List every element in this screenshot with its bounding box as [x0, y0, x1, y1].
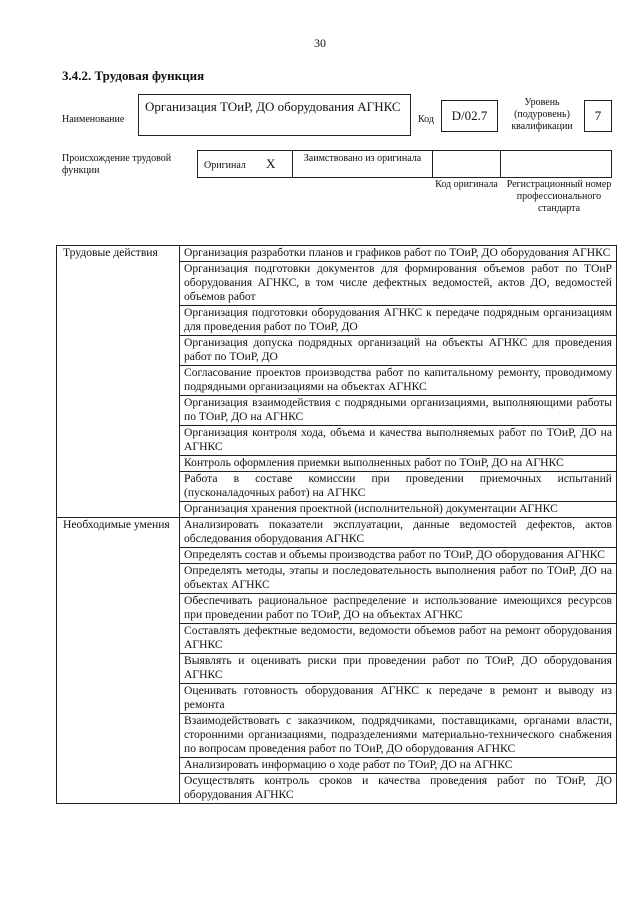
name-label: Наименование	[62, 114, 125, 125]
table-cell: Осуществлять контроль сроков и качества проведения работ по ТОиР, ДО оборудования АГНКС	[180, 774, 617, 804]
level-value: 7	[594, 108, 602, 123]
section-title: 3.4.2. Трудовая функция	[62, 68, 205, 83]
table-cell: Контроль оформления приемки выполненных работ по ТОиР, ДО на АГНКС	[180, 456, 617, 472]
table-cell: Организация разработки планов и графиков работ по ТОиР, ДО оборудования АГНКС	[180, 246, 617, 262]
table-cell: Анализировать информацию о ходе работ по ТОиР, ДО на АГНКС	[180, 758, 617, 774]
borrowed-cell	[292, 150, 433, 178]
table-cell: Организация подготовки оборудования АГНКС к передаче подрядным организациям для проведения работ по ТОиР, ДО	[180, 306, 617, 336]
table-row	[57, 246, 617, 262]
table-row	[57, 518, 617, 548]
code-value-box	[441, 100, 498, 132]
table-cell: Анализировать показатели эксплуатации, данные ведомостей дефектов, актов обследования оборудования АГНКС	[180, 518, 617, 548]
table-cell: Определять состав и объемы производства работ по ТОиР, ДО оборудования АГНКС	[180, 548, 617, 564]
table-cell: Организация допуска подрядных организаций на объекты АГНКС для проведения работ по ТОиР, ДО	[180, 336, 617, 366]
original-cell	[197, 150, 293, 178]
table-cell: Организация хранения проектной (исполнительной) документации АГНКС	[180, 502, 617, 518]
table-cell: Определять методы, этапы и последовательность выполнения работ по ТОиР, ДО на объектах АГНКС	[180, 564, 617, 594]
table-cell: Работа в составе комиссии при проведении приемочных испытаний (пусконаладочных работ) на АГНКС	[180, 472, 617, 502]
name-value-box	[138, 94, 411, 136]
code-value: D/02.7	[451, 108, 488, 123]
table-cell: Оценивать готовность оборудования АГНКС к передаче в ремонт и выводу из ремонта	[180, 684, 617, 714]
page-number: 30	[314, 36, 326, 50]
table-cell: Взаимодействовать с заказчиком, подрядчиками, поставщиками, органами власти, сторонними организациями, подразделениями материально-технического снабжения по вопросам проведения работ по ТОиР, ДО оборудования АГНКС	[180, 714, 617, 758]
origin-label: Происхождение трудовой функции	[62, 153, 172, 176]
code-label: Код	[418, 114, 434, 125]
table-cell: Обеспечивать рациональное распределение и использование имеющихся ресурсов при проведении работ по ТОиР, ДО на объектах АГНКС	[180, 594, 617, 624]
section-category: Необходимые умения	[57, 518, 180, 804]
reg-number-cell	[500, 150, 612, 178]
table-cell: Составлять дефектные ведомости, ведомости объемов работ на ремонт оборудования АГНКС	[180, 624, 617, 654]
table-cell: Согласование проектов производства работ по капитальному ремонту, проводимому подрядными организациями на объектах АГНКС	[180, 366, 617, 396]
code-original-caption: Код оригинала	[435, 179, 498, 190]
table-cell: Организация подготовки документов для формирования объемов работ по ТОиР оборудования АГНКС, в том числе дефектных ведомостей, актов ДО, ведомостей объемов работ	[180, 262, 617, 306]
section-category: Трудовые действия	[57, 246, 180, 518]
code-original-cell	[432, 150, 501, 178]
name-value: Организация ТОиР, ДО оборудования АГНКС	[145, 99, 401, 114]
reg-number-caption: Регистрационный номер профессионального стандарта	[506, 179, 612, 214]
labor-function-table	[56, 245, 617, 804]
borrowed-label: Заимствовано из оригинала	[303, 153, 422, 164]
table-cell: Выявлять и оценивать риски при проведении работ по ТОиР, ДО оборудования АГНКС	[180, 654, 617, 684]
level-value-box	[584, 100, 612, 132]
table-cell: Организация взаимодействия с подрядными организациями, выполняющими работы по ТОиР, ДО на АГНКС	[180, 396, 617, 426]
original-label: Оригинал	[204, 160, 246, 171]
original-mark: X	[266, 156, 276, 171]
table-cell: Организация контроля хода, объема и качества выполняемых работ по ТОиР, ДО на АГНКС	[180, 426, 617, 456]
level-label: Уровень (подуровень) квалификации	[511, 97, 573, 132]
